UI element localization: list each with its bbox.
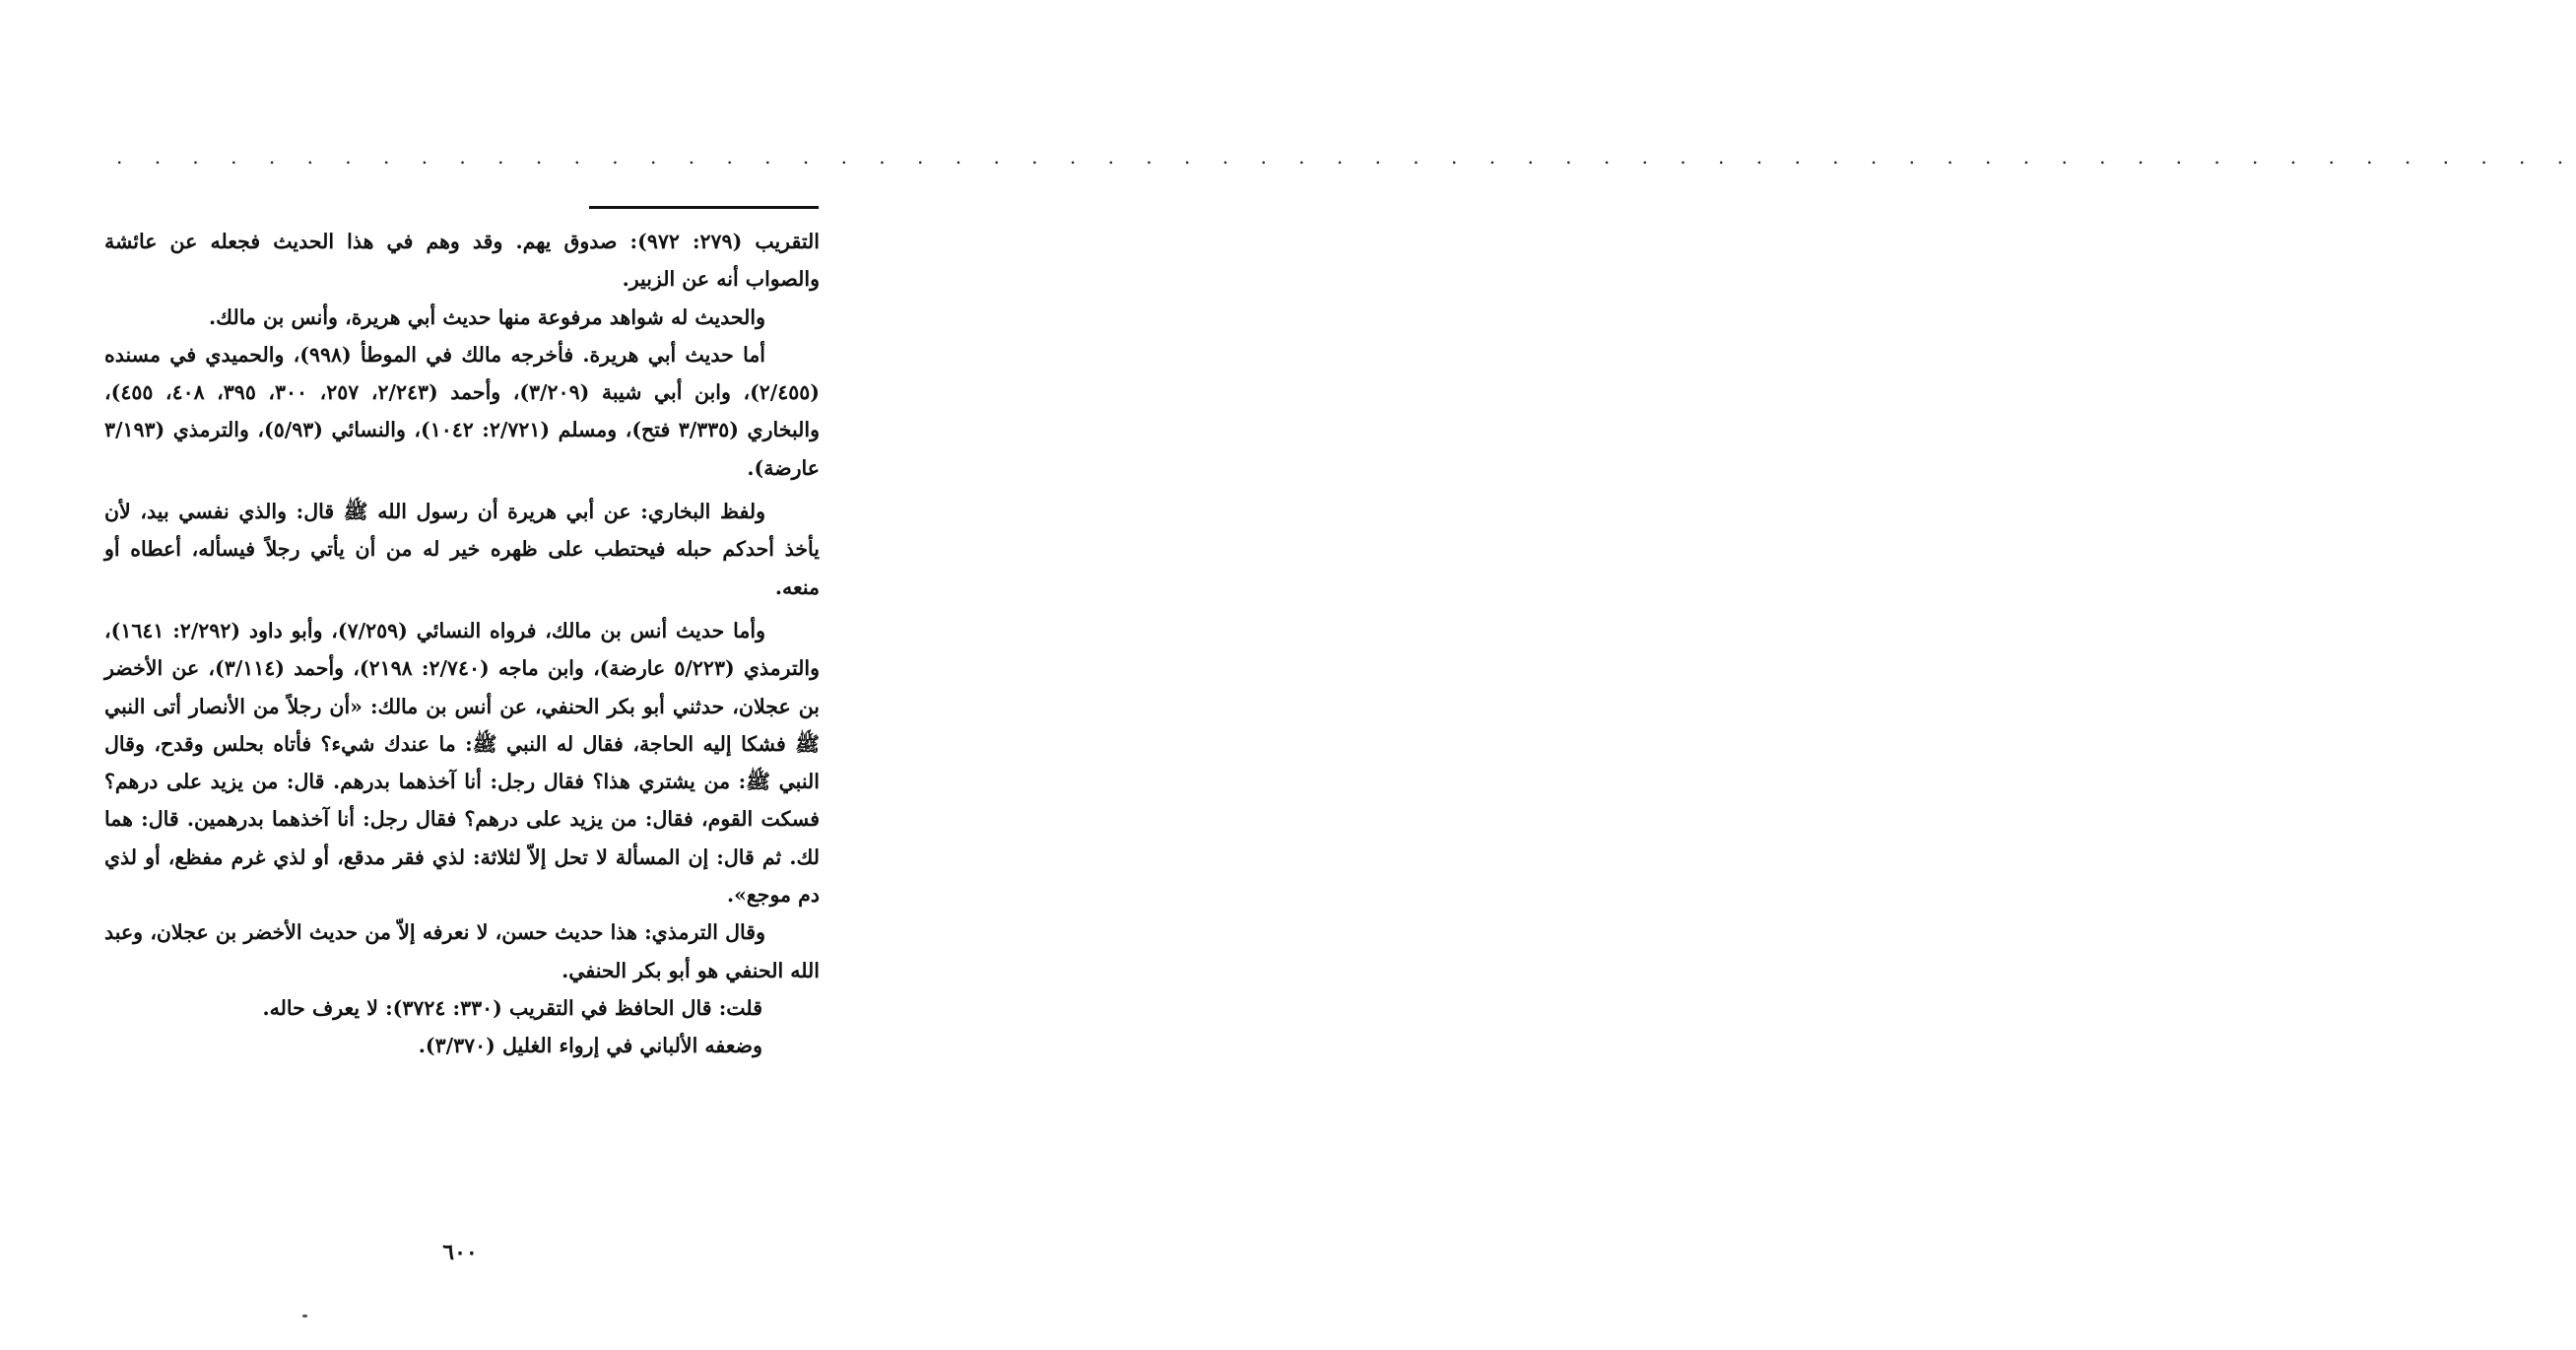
paragraph-anas-hadith: وأما حديث أنس بن مالك، فرواه النسائي (٧/٢٥٩)، وأبو داود (٢/٢٩٢: ١٦٤١)، والترمذي (٥/٢٢٣ عارضة)، وابن ماجه (٢/٧٤٠: ٢١٩٨)، وأحمد (٣/١١٤)، عن الأخضر بن عجلان، حدثني أبو بكر الحنفي، عن أنس بن مالك: «أن رجلاً من الأنصار أتى النبي ﷺ فشكا إليه الحاجة، فقال له النبي ﷺ: ما عندك شيء؟ فأتاه بحلس وقدح، وقال النبي ﷺ: من يشتري هذا؟ فقال رجل: أنا آخذهما بدرهم. قال: من يزيد على درهم؟ فسكت القوم، فقال: من يزيد على درهم؟ فقال رجل: أنا آخذهما بدرهمين. قال: هما لك. ثم قال: إن المسألة لا تحل إلاّ لثلاثة: لذي فقر مدقع، أو لذي غرم مفظع، أو لذي دم موجع».	[104, 618, 820, 908]
paragraph-shawahid: والحديث له شواهد مرفوعة منها حديث أبي هريرة، وأنس بن مالك.	[209, 304, 765, 329]
footnote-rule	[589, 206, 819, 209]
paragraph-taqrib-note: التقريب (٢٧٩: ٩٧٢): صدوق يهم. وقد وهم في هذا الحديث فجعله عن عائشة والصواب أنه عن الزبير.	[104, 230, 820, 292]
page-number: ٦٠٠	[442, 1240, 478, 1265]
paragraph-albani: وضعفه الألباني في إرواء الغليل (٣/٣٧٠).	[418, 1034, 762, 1058]
paragraph-bukhari-wording: ولفظ البخاري: عن أبي هريرة أن رسول الله ﷺ قال: والذي نفسي بيد، لأن يأخذ أحدكم حبله فيحتطب على ظهره خير له من أن يأتي رجلاً فيسأله، أعطاه أو منعه.	[104, 500, 820, 599]
footnote-text	[104, 223, 820, 1065]
dotted-separator: . . . . . . . . . . . . . . . . . . . . . . . . . . . . . . . . . . . . . . . . . . . . . . . . . . . . . . . . . . . . . . . . .	[116, 145, 2576, 169]
paragraph-qultu: قلت: قال الحافظ في التقريب (٣٣٠: ٣٧٢٤): لا يعرف حاله.	[262, 995, 762, 1020]
paragraph-abu-hurayra-takhrij: أما حديث أبي هريرة. فأخرجه مالك في الموطأ (٩٩٨)، والحميدي في مسنده (٢/٤٥٥)، وابن أبي شيبة (٣/٢٠٩)، وأحمد (٢/٢٤٣، ٢٥٧، ٣٠٠، ٣٩٥، ٤٠٨، ٤٥٥)، والبخاري (٣/٣٣٥ فتح)، ومسلم (٢/٧٢١: ١٠٤٢)، والنسائي (٥/٩٣)، والترمذي (٣/١٩٣ عارضة).	[104, 342, 820, 480]
scan-speck	[302, 1315, 307, 1317]
paragraph-tirmidhi-comment: وقال الترمذي: هذا حديث حسن، لا نعرفه إلاّ من حديث الأخضر بن عجلان، وعبد الله الحنفي هو أبو بكر الحنفي.	[104, 920, 820, 982]
